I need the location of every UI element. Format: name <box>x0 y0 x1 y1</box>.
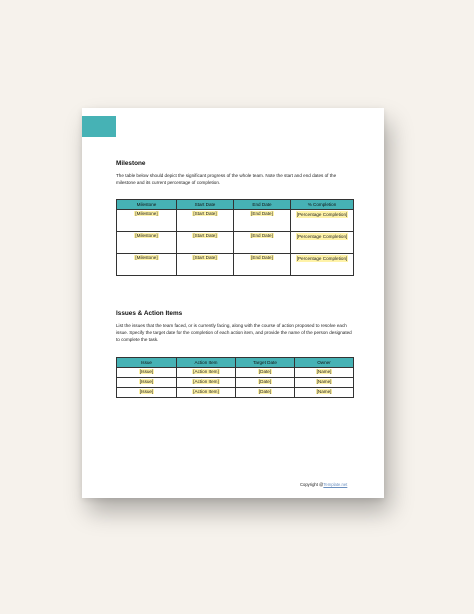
document-page <box>82 108 384 498</box>
col-issue: Issue <box>117 358 177 368</box>
table-cell <box>177 388 236 398</box>
placeholder-text[interactable]: [Issue] <box>139 369 154 374</box>
placeholder-text[interactable]: [Percentage Completion] <box>296 256 348 261</box>
issues-table <box>116 357 354 398</box>
placeholder-text[interactable]: [Name] <box>316 389 332 394</box>
table-cell <box>236 368 295 378</box>
copyright-text: Copyright @ <box>300 482 324 487</box>
table-cell <box>177 210 234 232</box>
table-cell <box>177 254 234 276</box>
placeholder-text[interactable]: [Action Item] <box>193 369 219 374</box>
table-cell <box>177 368 236 378</box>
col-completion: % Completion <box>291 200 354 210</box>
placeholder-text[interactable]: [End Date] <box>251 255 273 260</box>
table-cell <box>291 254 354 276</box>
accent-tab <box>82 116 116 137</box>
placeholder-text[interactable]: [Start Date] <box>193 211 217 216</box>
placeholder-text[interactable]: [Action Item] <box>193 389 219 394</box>
col-milestone: Milestone <box>117 200 177 210</box>
table-cell <box>295 388 354 398</box>
col-target-date: Target Date <box>236 358 295 368</box>
col-end-date: End Date <box>234 200 291 210</box>
placeholder-text[interactable]: [End Date] <box>251 233 273 238</box>
placeholder-text[interactable]: [Date] <box>258 389 272 394</box>
placeholder-text[interactable]: [Milestone] <box>135 233 158 238</box>
copyright-footer <box>300 482 347 487</box>
table-cell <box>177 232 234 254</box>
col-action-item: Action Item <box>177 358 236 368</box>
table-row <box>117 232 354 254</box>
col-start-date: Start Date <box>177 200 234 210</box>
placeholder-text[interactable]: [Milestone] <box>135 211 158 216</box>
table-cell <box>234 210 291 232</box>
table-row <box>117 388 354 398</box>
table-cell <box>117 254 177 276</box>
table-row <box>117 378 354 388</box>
table-cell <box>117 378 177 388</box>
template-link[interactable]: Template.net <box>323 482 348 487</box>
table-cell <box>291 232 354 254</box>
milestone-table-header <box>117 200 354 210</box>
table-row <box>117 210 354 232</box>
milestone-heading: Milestone <box>116 160 146 167</box>
placeholder-text[interactable]: [Date] <box>258 369 272 374</box>
table-cell <box>291 210 354 232</box>
col-owner: Owner <box>295 358 354 368</box>
table-cell <box>117 368 177 378</box>
placeholder-text[interactable]: [Name] <box>316 379 332 384</box>
placeholder-text[interactable]: [Milestone] <box>135 255 158 260</box>
placeholder-text[interactable]: [Issue] <box>139 389 154 394</box>
placeholder-text[interactable]: [Name] <box>316 369 332 374</box>
table-cell <box>234 254 291 276</box>
placeholder-text[interactable]: [Start Date] <box>193 255 217 260</box>
placeholder-text[interactable]: [Percentage Completion] <box>296 234 348 239</box>
table-cell <box>236 378 295 388</box>
table-cell <box>177 378 236 388</box>
issues-heading: Issues & Action Items <box>116 310 183 317</box>
placeholder-text[interactable]: [End Date] <box>251 211 273 216</box>
table-cell <box>117 210 177 232</box>
table-row <box>117 254 354 276</box>
table-cell <box>295 368 354 378</box>
placeholder-text[interactable]: [Action Item] <box>193 379 219 384</box>
milestone-description: The table below should depict the significant progress of the whole team. Note the start and end dates of the milestone and its current percentage of completion. <box>116 173 337 185</box>
issues-description: List the issues that the team faced, or is currently facing, along with the course of action proposed to resolve each issue. Specify the target date for the completion of each action item, and provide the name of the person designated to complete the task. <box>116 323 352 342</box>
milestone-table <box>116 199 354 276</box>
table-row <box>117 368 354 378</box>
issues-table-header <box>117 358 354 368</box>
placeholder-text[interactable]: [Issue] <box>139 379 154 384</box>
table-cell <box>117 232 177 254</box>
table-cell <box>295 378 354 388</box>
placeholder-text[interactable]: [Percentage Completion] <box>296 212 348 217</box>
table-cell <box>234 232 291 254</box>
table-cell <box>117 388 177 398</box>
table-cell <box>236 388 295 398</box>
placeholder-text[interactable]: [Start Date] <box>193 233 217 238</box>
placeholder-text[interactable]: [Date] <box>258 379 272 384</box>
